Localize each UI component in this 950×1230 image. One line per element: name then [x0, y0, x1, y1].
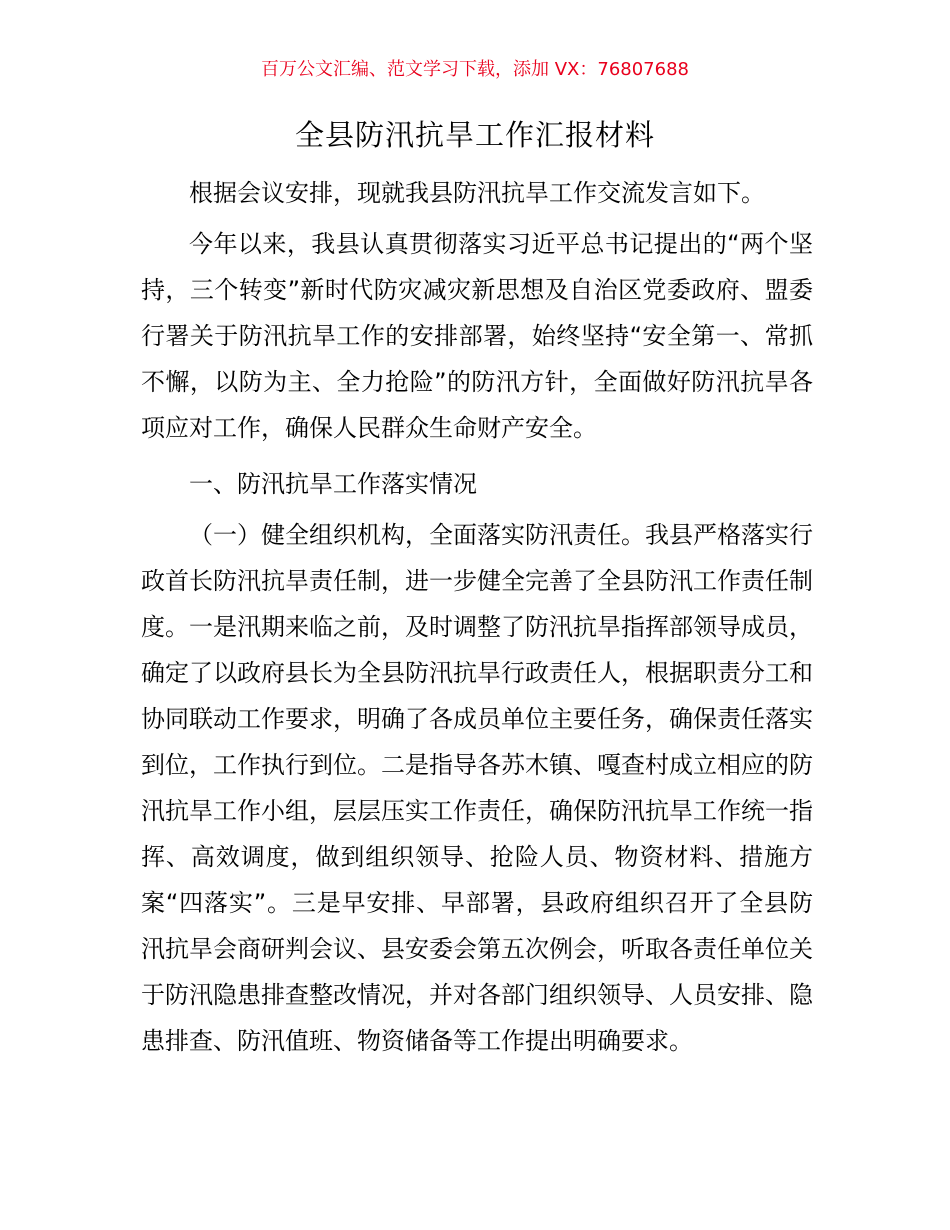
intro-paragraph: 根据会议安排，现就我县防汛抗旱工作交流发言如下。 — [189, 179, 765, 207]
document-body — [141, 170, 813, 1064]
document-title: 全县防汛抗旱工作汇报材料 — [294, 118, 655, 152]
header-note: 百万公文汇编、范文学习下载，添加 VX：76807688 — [261, 59, 689, 80]
subsection-paragraph: （一）健全组织机构，全面落实防汛责任。我县严格落实行政首长防汛抗旱责任制，进一步健全完善了全县防汛工作责任制度。一是汛期来临之前，及时调整了防汛抗旱指挥部领导成员，确定了以政府县长为全县防汛抗旱行政责任人，根据职责分工和协同联动工作要求，明确了各成员单位主要任务，确保责任落实到位，工作执行到位。二是指导各苏木镇、嘎查村成立相应的防汛抗旱工作小组，层层压实工作责任，确保防汛抗旱工作统一指挥、高效调度，做到组织领导、抢险人员、物资材料、措施方案“四落实”。三是早安排、早部署，县政府组织召开了全县防汛抗旱会商研判会议、县安委会第五次例会，听取各责任单位关于防汛隐患排查整改情况，并对各部门组织领导、人员安排、隐患排查、防汛值班、物资储备等工作提出明确要求。 — [141, 521, 813, 1055]
overview-paragraph: 今年以来，我县认真贯彻落实习近平总书记提出的“两个坚持，三个转变”新时代防灾减灾新思想及自治区党委政府、盟委行署关于防汛抗旱工作的安排部署，始终坚持“安全第一、常抓不懈，以防为主、全力抢险”的防汛方针，全面做好防汛抗旱各项应对工作，确保人民群众生命财产安全。 — [141, 230, 813, 442]
section-heading: 一、防汛抗旱工作落实情况 — [189, 470, 477, 498]
